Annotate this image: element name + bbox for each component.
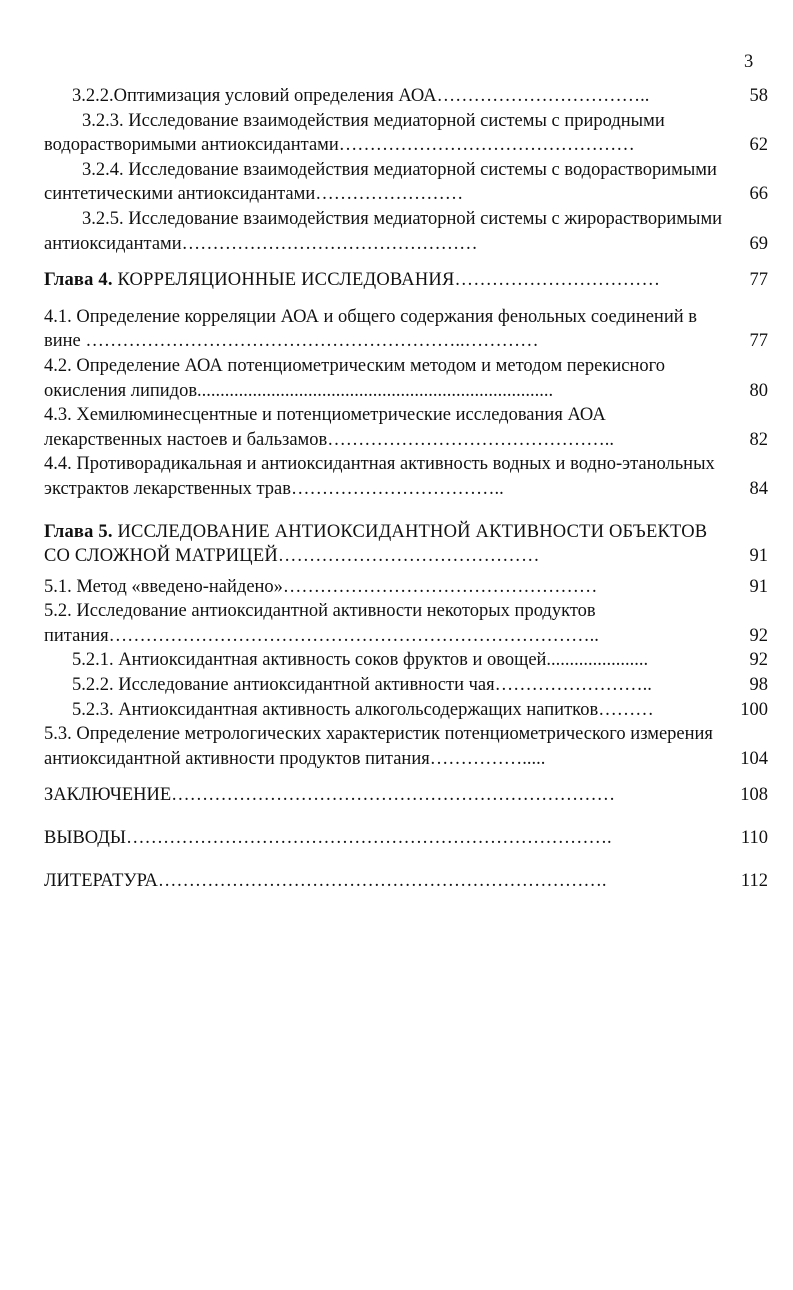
toc-entry-title: 5.2. Исследование антиоксидантной активности некоторых продуктов питания……………………………………………………………………..	[44, 601, 599, 646]
toc-entry-page: 84	[749, 478, 768, 499]
toc-entry-title: 4.1. Определение корреляции АОА и общего содержания фенольных соединений в вине ……………………………………………………..…………	[44, 306, 697, 352]
toc-entry-literature[interactable]	[44, 869, 768, 894]
toc-entry-5-2[interactable]	[44, 599, 768, 648]
toc-entry-5-1[interactable]	[44, 575, 768, 600]
toc-entry-page: 91	[749, 546, 768, 567]
table-of-contents	[44, 84, 768, 893]
toc-entry-3-2-4[interactable]	[44, 158, 768, 207]
toc-entry-page: 100	[740, 699, 768, 720]
toc-entry-title: 5.3. Определение метрологических характеристик потенциометрического измерения антиоксидантной активности продуктов питания…………….....	[44, 724, 713, 769]
toc-entry-title: 3.2.3. Исследование взаимодействия медиаторной системы с природными водорастворимыми антиоксидантами…………………………………………	[44, 110, 665, 156]
toc-entry-4-4[interactable]	[44, 452, 768, 501]
chapter-label: Глава 4.	[44, 270, 113, 291]
toc-entry-page: 104	[740, 748, 768, 769]
toc-entry-title: ЛИТЕРАТУРА……………………………………………………………….	[44, 870, 607, 891]
toc-entry-page: 58	[749, 86, 768, 106]
toc-entry-page: 92	[749, 650, 768, 671]
toc-entry-title: 4.4. Противорадикальная и антиоксидантная активность водных и водно-этанольных экстрактов лекарственных трав……………………………..	[44, 454, 715, 499]
toc-entry-title: 5.1. Метод «введено-найдено»……………………………………………	[44, 576, 598, 597]
toc-entry-5-2-1[interactable]	[44, 648, 768, 673]
toc-entry-title: ВЫВОДЫ…………………………………………………………………….	[44, 828, 612, 849]
toc-entry-chapter-5[interactable]	[44, 520, 768, 569]
toc-entry-title: 3.2.5. Исследование взаимодействия медиаторной системы с жирорастворимыми антиоксидантами…………………………………………	[44, 208, 723, 254]
toc-entry-title: 4.3. Хемилюминесцентные и потенциометрические исследования АОА лекарственных настоев и бальзамов………………………………………..	[44, 405, 615, 450]
toc-entry-4-1[interactable]	[44, 305, 768, 354]
toc-entry-title: 5.2.2. Исследование антиоксидантной активности чая……………………..	[72, 675, 652, 696]
toc-entry-page: 62	[749, 135, 768, 156]
toc-entry-conclusion[interactable]	[44, 783, 768, 808]
toc-entry-5-2-2[interactable]	[44, 673, 768, 698]
toc-entry-5-2-3[interactable]	[44, 698, 768, 723]
toc-entry-page: 108	[740, 785, 768, 806]
toc-entry-page: 77	[749, 331, 768, 352]
toc-entry-title	[44, 268, 724, 293]
toc-entry-3-2-2[interactable]	[44, 84, 768, 109]
toc-entry-3-2-5[interactable]	[44, 207, 768, 256]
toc-entry-3-2-3[interactable]	[44, 109, 768, 158]
toc-entry-title: ЗАКЛЮЧЕНИЕ………………………………………………………………	[44, 785, 616, 806]
toc-entry-chapter-4[interactable]	[44, 268, 768, 293]
chapter-title: КОРРЕЛЯЦИОННЫЕ ИССЛЕДОВАНИЯ……………………………	[112, 270, 661, 291]
page-number: 3	[744, 52, 754, 72]
toc-entry-title	[44, 520, 724, 569]
toc-entry-page: 92	[749, 625, 768, 646]
toc-entry-title: 3.2.2.Оптимизация условий определения АОА……………………………..	[72, 86, 650, 106]
toc-entry-4-3[interactable]	[44, 403, 768, 452]
toc-entry-page: 69	[749, 233, 768, 254]
toc-entry-title: 3.2.4. Исследование взаимодействия медиаторной системы с водорастворимыми синтетическими антиоксидантами……………………	[44, 159, 717, 205]
toc-entry-page: 112	[740, 870, 768, 891]
toc-entry-title: 5.2.3. Антиоксидантная активность алкогольсодержащих напитков………	[72, 699, 654, 720]
toc-entry-title: 4.2. Определение АОА потенциометрическим методом и методом перекисного окисления липидов.............................................................................	[44, 355, 665, 401]
toc-entry-page: 66	[749, 184, 768, 205]
toc-entry-page: 110	[740, 828, 768, 849]
toc-entry-page: 80	[749, 380, 768, 401]
toc-entry-page: 91	[749, 576, 768, 597]
toc-entry-page: 82	[749, 429, 768, 450]
toc-entry-4-2[interactable]	[44, 354, 768, 403]
chapter-label: Глава 5.	[44, 521, 113, 542]
toc-entry-title: 5.2.1. Антиоксидантная активность соков фруктов и овощей......................	[72, 650, 649, 671]
chapter-title: ИССЛЕДОВАНИЕ АНТИОКСИДАНТНОЙ АКТИВНОСТИ ОБЪЕКТОВ СО СЛОЖНОЙ МАТРИЦЕЙ……………………………………	[44, 521, 708, 567]
toc-entry-5-3[interactable]	[44, 722, 768, 771]
toc-entry-page: 98	[749, 675, 768, 696]
toc-entry-findings[interactable]	[44, 826, 768, 851]
toc-entry-page: 77	[749, 270, 768, 291]
